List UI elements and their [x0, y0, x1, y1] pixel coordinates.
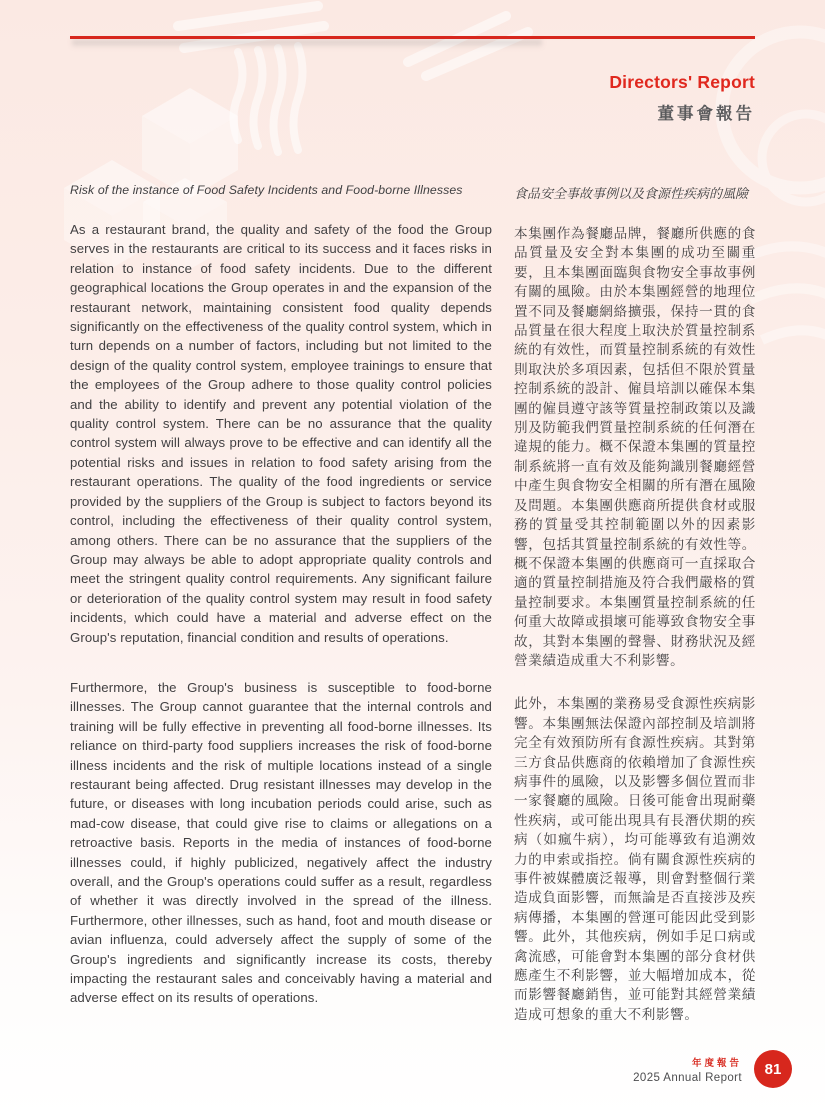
chinese-paragraph: 此外，本集團的業務易受食源性疾病影響。本集團無法保證內部控制及培訓將完全有效預防所有食源性疾病。其對第三方食品供應商的依賴增加了食源性疾病事件的風險，以及影響多個位置而非一家餐廳的風險。日後可能會出現耐藥性疾病，或可能出現具有長潛伏期的疾病（如瘋牛病），均可能導致有追溯效力的申索或指控。倘有關食源性疾病的事件被媒體廣泛報導，則會對整個行業造成負面影響，而無論是否直接涉及疾病傳播，本集團的營運可能因此受到影響。此外，其他疾病，例如手足口病或禽流感，可能會對本集團的部分食材供應產生不利影響，並大幅增加成本，從而影響餐廳銷售，並可能對其經營業績造成可想象的重大不利影響。	[514, 696, 756, 1022]
page-footer	[633, 1050, 792, 1088]
header-rule	[70, 36, 755, 39]
page-title-chinese: 董事會報告	[657, 105, 755, 123]
english-paragraph: Furthermore, the Group's business is susceptible to food-borne illnesses. The Group cannot guarantee that the internal controls and training will be fully effective in preventing all food-borne illnesses. Its reliance on third-party food suppliers increases the risk of food-borne illness incidents and the risk of multiple locations instead of a single restaurant being affected. Drug resistant illnesses may develop in the future, or diseases with long incubation periods could arise, such as mad-cow disease, that could give rise to claims or allegations on a retroactive basis. Reports in the media of instances of food-borne illnesses could, if highly publicized, negatively affect the industry overall, and the Group's operations could suffer as a result, regardless of whether it was directly involved in the spread of the illness. Furthermore, other illnesses, such as hand, foot and mouth disease or avian influenza, could adversely affect the supply of some of the Group's ingredients and significantly increase its costs, thereby impacting the restaurant sales and conceivably having a material and adverse effect on its results of operations.	[70, 679, 492, 1006]
english-section-heading: Risk of the instance of Food Safety Incidents and Food-borne Illnesses	[70, 183, 463, 197]
english-column	[70, 183, 492, 1024]
report-title-chinese: 年度報告	[691, 1057, 742, 1069]
report-title-english: 2025 Annual Report	[633, 1071, 742, 1084]
report-title-block	[633, 1055, 742, 1084]
page-number: 81	[764, 1060, 782, 1078]
content-columns	[70, 183, 756, 1024]
chinese-paragraph: 本集團作為餐廳品牌，餐廳所供應的食品質量及安全對本集團的成功至關重要，且本集團面臨與食物安全事故事例有關的風險。由於本集團經營的地理位置不同及餐廳網絡擴張，保持一貫的食品質量在很大程度上取決於質量控制系統的有效性，而質量控制系統的有效性則取決於多項因素，包括但不限於質量控制系統的設計、僱員培訓以確保本集團的僱員遵守該等質量控制政策以及識別及防範我們質量控制系統的任何潛在違規的能力。概不保證本集團的質量控制系統將一直有效及能夠識別餐廳經營中產生與食物安全相關的所有潛在風險及問題。本集團供應商所提供食材或服務的質量受其控制範圍以外的因素影響，包括其質量控制系統的有效性等。概不保證本集團的供應商可一直採取合適的質量控制措施及符合我們嚴格的質量控制要求。本集團質量控制系統的任何重大故障或損壞可能導致食物安全事故，其對本集團的聲譽、財務狀況及經營業績造成重大不利影響。	[514, 226, 756, 668]
chinese-section-heading: 食品安全事故事例以及食源性疾病的風險	[514, 186, 749, 201]
english-paragraph: As a restaurant brand, the quality and safety of the food the Group serves in the restaurants are critical to its success and it faces risks in relation to instance of food safety incidents. Due to the different geographical locations the Group operates in and the expansion of the restaurant network, maintaining consistent food quality depends significantly on the effectiveness of the quality control system, which in turn depends on a number of factors, including but not limited to the design of the quality control system, employee trainings to ensure that the employees of the Group adhere to those quality control policies and the ability to identify and prevent any potential violation of the quality control system. There can be no assurance that the quality control system will always prove to be effective and can identify all the potential risks and issues in relation to food safety arising from the restaurant operations. The quality of the food ingredients or service provided by the suppliers of the Group is subject to factors beyond its control, including the effectiveness of their quality control system, among others. There can be no assurance that the suppliers of the Group may always be able to adopt appropriate quality controls and meet the stringent quality control requirements. Any significant failure or deterioration of the quality control system may result in food safety incidents, which could have a material and adverse effect on the Group's reputation, financial condition and results of operations.	[70, 222, 492, 645]
page-number-badge	[754, 1050, 792, 1088]
noodles-chopsticks-icon	[178, 6, 528, 152]
page-header	[609, 72, 755, 124]
page-title: Directors' Report	[609, 72, 755, 92]
header-rule-shadow	[72, 40, 542, 48]
chinese-column	[514, 183, 756, 1024]
